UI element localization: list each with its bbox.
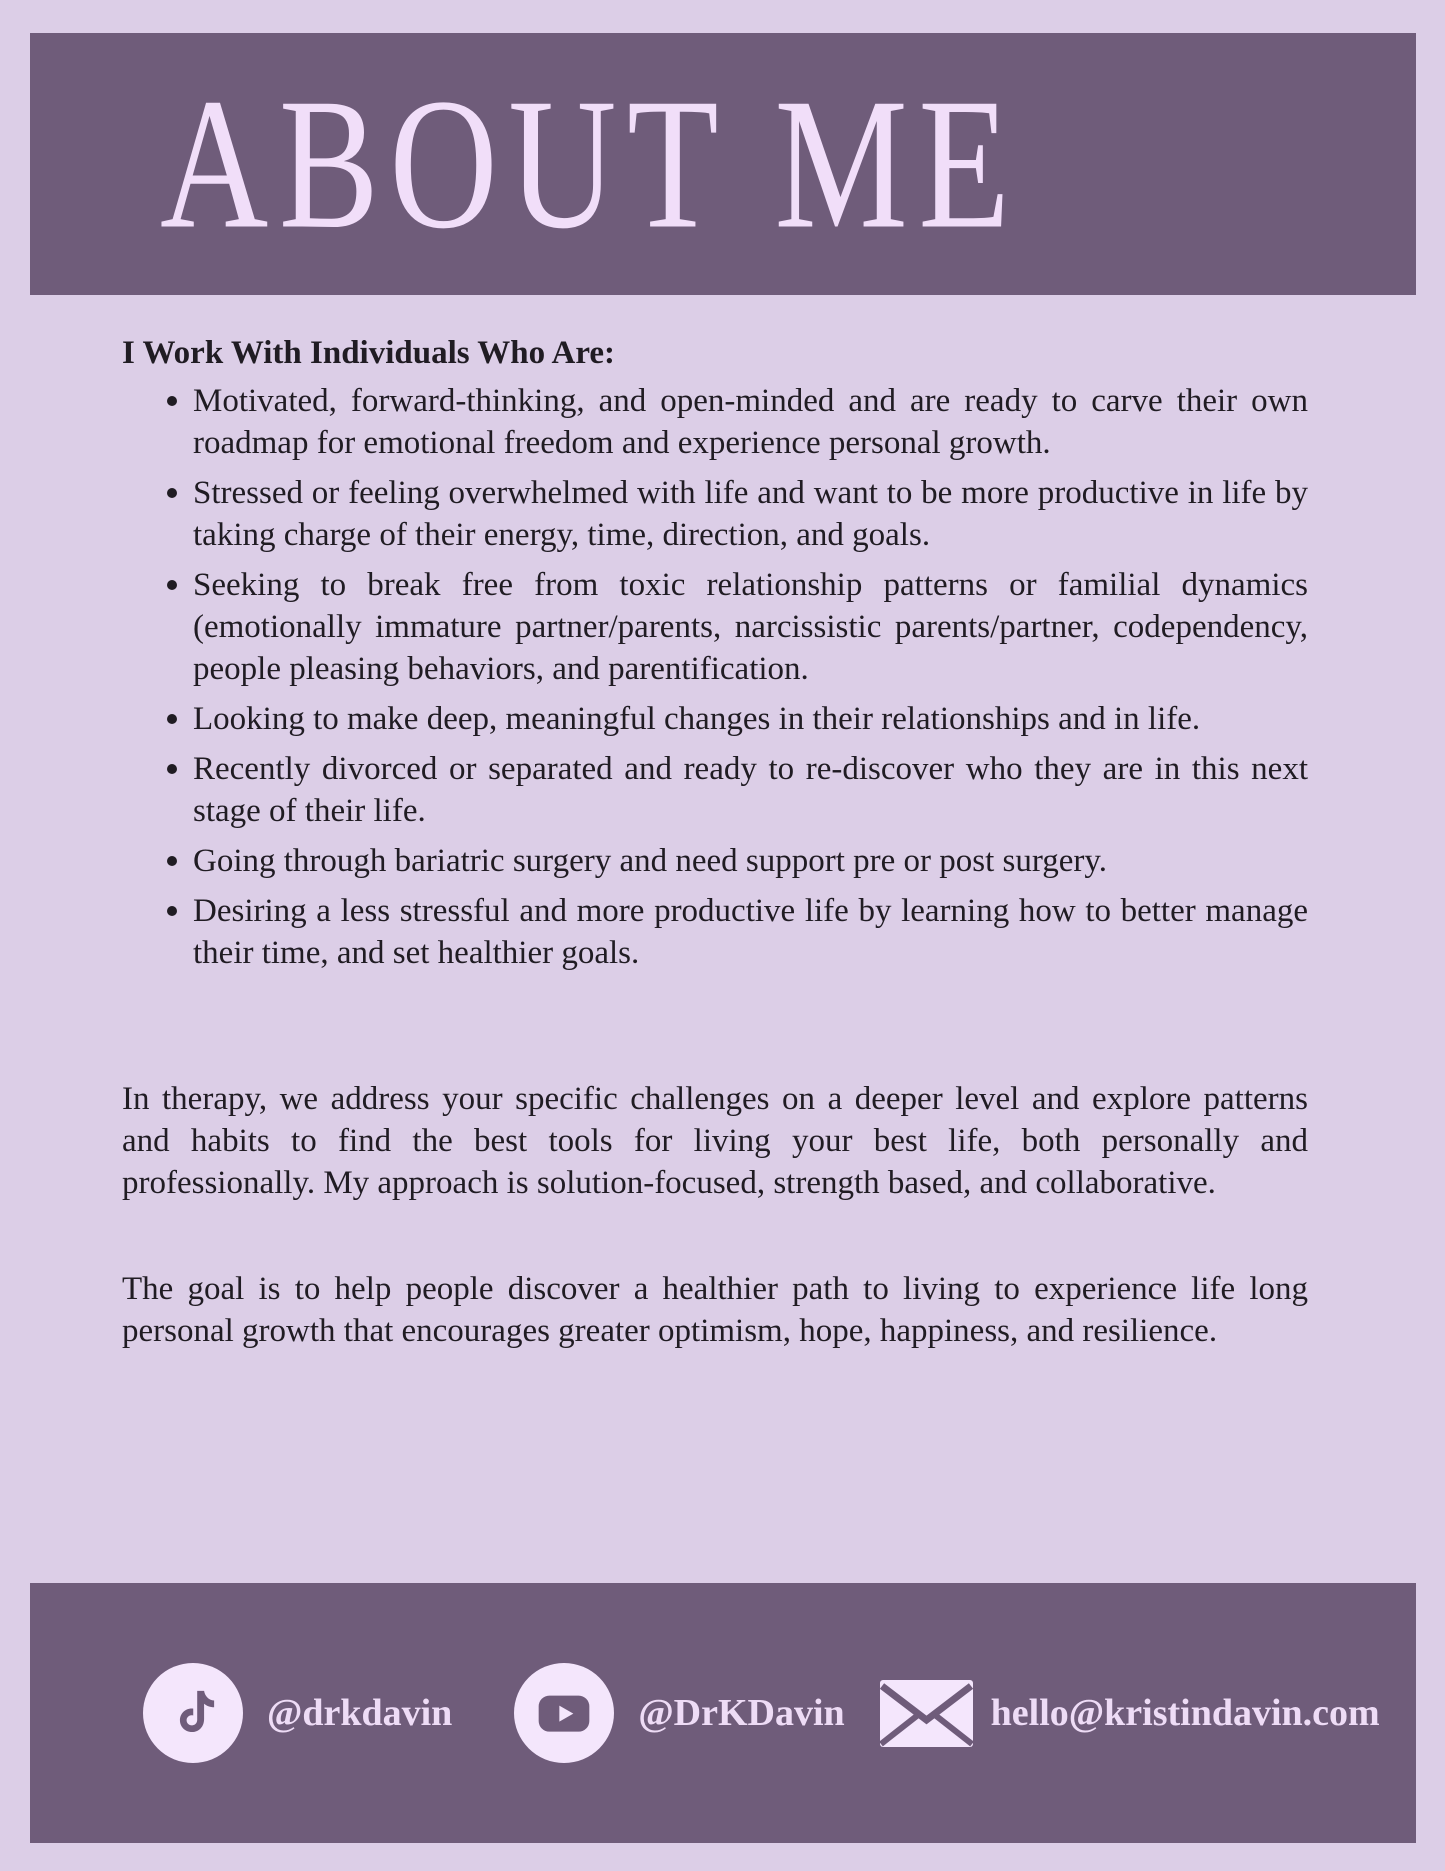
email-address: hello@kristindavin.com bbox=[990, 1692, 1380, 1734]
youtube-icon bbox=[514, 1663, 614, 1763]
header-banner bbox=[30, 33, 1416, 295]
approach-paragraph: In therapy, we address your specific challenges on a deeper level and explore patterns and habits to find the best tools for living your best life, both personally and professionally. My approach is solution-focused, strength based, and collaborative. bbox=[122, 1081, 1308, 1201]
list-item: Looking to make deep, meaningful changes in their relationships and in life. bbox=[193, 698, 1308, 740]
page-title bbox=[160, 33, 1020, 295]
list-item: Going through bariatric surgery and need support pre or post surgery. bbox=[193, 840, 1308, 882]
list-item: Motivated, forward-thinking, and open-minded and are ready to carve their own roadmap for emotional freedom and experience personal growth. bbox=[193, 380, 1308, 464]
page-title-text: ABOUT ME bbox=[160, 60, 1021, 268]
youtube-handle: @DrKDavin bbox=[638, 1692, 845, 1734]
tiktok-icon bbox=[143, 1663, 243, 1763]
list-item: Stressed or feeling overwhelmed with life and want to be more productive in life by taking charge of their energy, time, direction, and goals. bbox=[193, 472, 1308, 556]
email-icon bbox=[880, 1680, 973, 1747]
client-list bbox=[122, 380, 1308, 974]
list-item: Recently divorced or separated and ready to re-discover who they are in this next stage of their life. bbox=[193, 748, 1308, 832]
body-content bbox=[122, 332, 1308, 1352]
tiktok-handle: @drkdavin bbox=[267, 1692, 453, 1734]
footer-banner bbox=[30, 1583, 1416, 1843]
intro-heading: I Work With Individuals Who Are: bbox=[122, 335, 616, 371]
youtube-contact[interactable] bbox=[514, 1663, 844, 1763]
email-contact[interactable] bbox=[880, 1680, 1380, 1747]
list-item: Seeking to break free from toxic relationship patterns or familial dynamics (emotionally immature partner/parents, narcissistic parents/partner, codependency, people pleasing behaviors, and parentification. bbox=[193, 564, 1308, 690]
goal-paragraph: The goal is to help people discover a healthier path to living to experience life long personal growth that encourages greater optimism, hope, happiness, and resilience. bbox=[122, 1271, 1308, 1349]
list-item: Desiring a less stressful and more productive life by learning how to better manage their time, and set healthier goals. bbox=[193, 890, 1308, 974]
tiktok-contact[interactable] bbox=[143, 1663, 452, 1763]
